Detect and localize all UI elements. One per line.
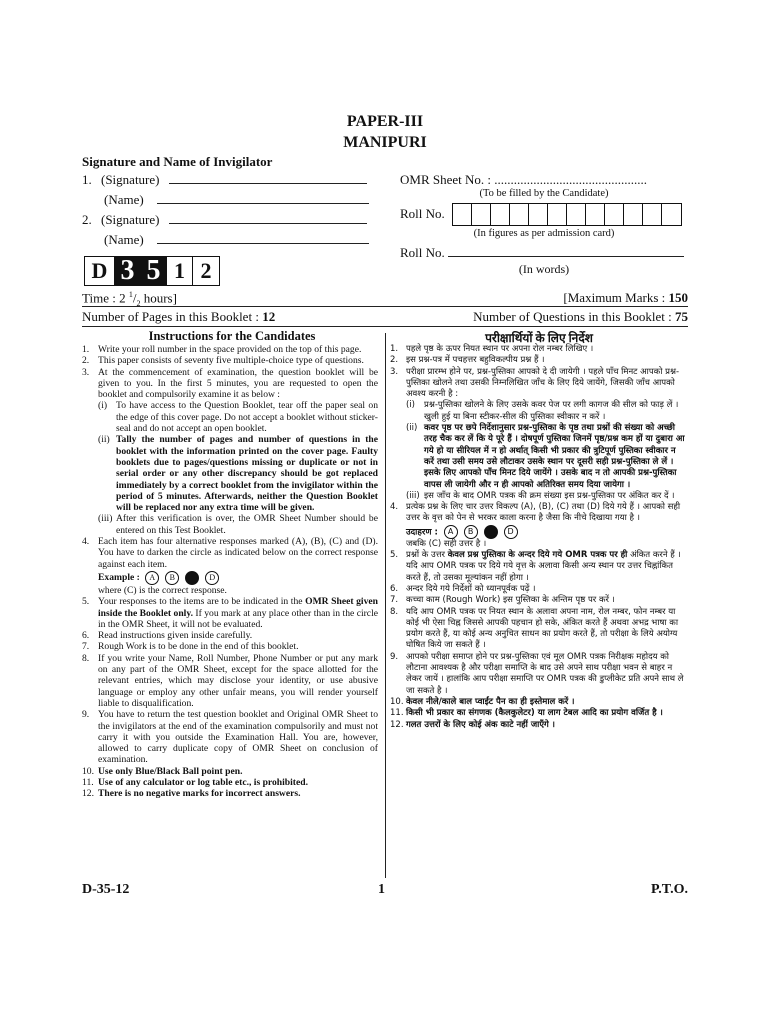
instruction-item: 12. There is no negative marks for incorrect answers. <box>82 788 301 800</box>
name-blank[interactable] <box>157 232 369 244</box>
instruction-item: 12. गलत उत्तरों के लिए कोई अंक काटे नहीं जाएँगे । <box>390 719 556 730</box>
english-instructions-heading: Instructions for the Candidates <box>148 329 316 343</box>
example-note: जबकि (C) सही उत्तर है । <box>406 538 487 549</box>
invigilator-2-signature <box>82 212 367 228</box>
option-circle: D <box>504 525 518 539</box>
response-example <box>406 525 688 539</box>
footer-code: D-35-12 <box>82 882 130 897</box>
roll-digit-box[interactable] <box>624 204 643 225</box>
questions-value: 75 <box>675 309 688 324</box>
row-number: 1. <box>82 172 92 187</box>
row-number: 2. <box>82 212 92 227</box>
roll-digit-box[interactable] <box>567 204 586 225</box>
instruction-item: 8. यदि आप OMR पत्रक पर नियत स्थान के अलावा अपना नाम, रोल नम्बर, फोन नम्बर या कोई भी ऐसा चिह्न जिससे आपकी पहचान हो सके, अंकित करते हैं अथवा अभद्र भाषा का प्रयोग करते हैं, या कोई अन्य अनुचित साधन का प्रयोग करते हैं, तो परीक्षा के लिये अयोग्य घोषित किये जा सकते हैं । <box>390 606 679 651</box>
instruction-subitem: (ii) Tally the number of pages and number of questions in the booklet with the information printed on the cover page. Faulty booklets due to pages/questions missing or duplicate or not in serial order or any other discrepancy should be got replaced immediately by a correct booklet from the invigilator within the period of 5 minutes. Afterwards, neither the Question Booklet will be replaced nor any extra time will be given. <box>98 434 378 514</box>
code-digit: 3 <box>115 257 141 285</box>
pages-label: Number of Pages in this Booklet : <box>82 309 263 324</box>
subject-title: MANIPURI <box>343 134 427 151</box>
paper-code-box <box>84 256 220 286</box>
roll-digit-box[interactable] <box>529 204 548 225</box>
option-circle-filled <box>484 525 498 539</box>
roll-digit-box[interactable] <box>472 204 491 225</box>
signature-blank[interactable] <box>169 172 367 184</box>
instruction-item: 8. If you write your Name, Roll Number, Phone Number or put any mark on any part of the OMR Sheet, except for the space allotted for the relevant entries, which may disclose your identity, or use abusive language or employ any other unfair means, you will render yourself liable to disqualification. <box>82 652 378 709</box>
example-label: Example : <box>98 572 140 584</box>
instruction-subitem: (ii) कवर पृष्ठ पर छपे निर्देशानुसार प्रश्न-पुस्तिका के पृष्ठ तथा प्रश्नों की संख्या को अच्छी तरह चैक कर लें कि ये पूरे हैं । दोषपूर्ण पुस्तिका जिनमें पृष्ठ/प्रश्न कम हों या दुबारा आ गये हो या सीरियल में न हो अर्थात् किसी भी प्रकार की त्रुटिपूर्ण पुस्तिका स्वीकार न करें तथा उसी समय उसे लौटाकर उसके स्थान पर दूसरी सही प्रश्न-पुस्तिका ले लें । इसके लिए आपको पाँच मिनट दिये जायेंगे । उसके बाद न तो आपकी प्रश्न-पुस्तिका वापस ली जायेगी और न ही आपको अतिरिक्त समय दिया जायेगा । <box>406 423 685 490</box>
instruction-item: 3. At the commencement of examination, the question booklet will be given to you. In the first 5 minutes, you are requested to open the booklet and compulsorily examine it as below : (i) To have access to the Question Booklet, tear off the paper seal on the edge of this cover page. Do not accept a booklet without sticker-seal and do not accept an open booklet. (ii) Tally the number of pages and number of questions in the booklet with the information printed on the cover page. Faulty booklets due to pages/questions missing or duplicate or not in serial order or any other discrepancy should be got replaced immediately by a correct booklet from the invigilator within the period of 5 minutes. Afterwards, neither the Question Booklet will be replaced nor any extra time will be given. (iii) After this verification is over, the OMR Sheet Number should be entered on this Test Booklet. <box>82 366 378 536</box>
roll-words-blank[interactable] <box>448 245 684 257</box>
omr-note: (To be filled by the Candidate) <box>479 188 609 199</box>
roll-number-grid[interactable] <box>452 203 682 226</box>
instruction-item: 9. You have to return the test question booklet and Original OMR Sheet to the invigilators at the end of the examination compulsorily and must not carry it with you outside the Examination Hall. You are, however, allowed to carry duplicate copy of OMR Sheet on conclusion of examination. <box>82 709 378 766</box>
example-note: where (C) is the correct response. <box>98 584 227 596</box>
marks-label: [Maximum Marks : <box>563 290 669 305</box>
instruction-item: 10. Use only Blue/Black Ball point pen. <box>82 765 243 777</box>
name-label: (Name) <box>104 232 144 247</box>
option-circle: A <box>145 571 159 585</box>
omr-sheet-number[interactable]: OMR Sheet No. : ............................................... <box>400 172 647 187</box>
code-digit: 1 <box>167 257 193 285</box>
invigilator-1-name <box>104 192 369 208</box>
roll-number-label: Roll No. <box>400 206 445 221</box>
marks-value: 150 <box>668 290 688 305</box>
pages-value: 12 <box>262 309 276 324</box>
instruction-item: 11. Use of any calculator or log table etc., is prohibited. <box>82 776 308 788</box>
time-prefix: Time : 2 <box>82 290 126 306</box>
instruction-item: 6. Read instructions given inside carefully. <box>82 630 253 642</box>
instruction-item: 2. इस प्रश्न-पत्र में पचहत्तर बहुविकल्पीय प्रश्न हैं । <box>390 355 545 366</box>
divider <box>82 326 688 327</box>
questions-label: Number of Questions in this Booklet : <box>473 309 675 324</box>
paper-number: PAPER-III <box>346 113 424 130</box>
instruction-item: 5. प्रश्नों के उत्तर केवल प्रश्न पुस्तिका के अन्दर दिये गये OMR पत्रक पर ही अंकित करने हैं । यदि आप OMR पत्रक पर दिये गये वृत्त के अलावा किसी अन्य स्थान पर उत्तर चिह्नांकित करते हैं, तो उसका मूल्यांकन नहीं होगा । <box>390 550 681 583</box>
instruction-item: 1. Write your roll number in the space provided on the top of this page. <box>82 344 362 355</box>
option-circle: B <box>464 525 478 539</box>
invigilator-1-signature <box>82 172 367 188</box>
name-blank[interactable] <box>157 192 369 204</box>
instruction-subitem: (iii) इस जाँच के बाद OMR पत्रक की क्रम संख्या इस प्रश्न-पुस्तिका पर अंकित कर दें । <box>406 490 675 501</box>
code-digit: 5 <box>141 257 167 285</box>
response-example <box>98 571 378 585</box>
instruction-item: 5. Your responses to the items are to be indicated in the OMR Sheet given inside the Booklet only. If you mark at any place other than in the circle in the OMR Sheet, it will not be evaluated. <box>82 596 378 630</box>
instruction-item: 9. आपको परीक्षा समाप्त होने पर प्रश्न-पुस्तिका एवं मूल OMR पत्रक निरीक्षक महोदय को लौटाना आवश्यक है और परीक्षा समाप्ति के बाद उसे अपने साथ परीक्षा भवन से बाहर न लेकर जायें । हालांकि आप परीक्षा समाप्ति पर OMR पत्रक की डुप्लीकेट प्रति अपने साथ ले जा सकते है । <box>390 651 684 696</box>
instruction-subitem: (iii) After this verification is over, the OMR Sheet Number should be entered on this Test Booklet. <box>98 513 378 536</box>
code-letter: D <box>85 257 115 285</box>
invigilator-heading: Signature and Name of Invigilator <box>82 154 273 169</box>
hindi-instructions <box>390 344 688 731</box>
roll-digit-box[interactable] <box>548 204 567 225</box>
page-number: 1 <box>378 882 385 897</box>
instruction-item: 7. कच्चा काम (Rough Work) इस पुस्तिका के अन्तिम पृष्ठ पर करें । <box>390 595 615 606</box>
instruction-subitem: (i) प्रश्न-पुस्तिका खोलने के लिए उसके कवर पेज पर लगी कागज की सील को फाड़ लें । खुली हुई या बिना स्टीकर-सील की पुस्तिका स्वीकार न करें । <box>406 400 679 422</box>
divider <box>82 306 688 307</box>
invigilator-2-name <box>104 232 369 248</box>
time-suffix: hours] <box>143 290 177 306</box>
name-label: (Name) <box>104 192 144 207</box>
instruction-item: 4. प्रत्येक प्रश्न के लिए चार उत्तर विकल्प (A), (B), (C) तथा (D) दिये गये हैं । आपको सही उत्तर के वृत्त को पेन से भरकर काला करना है जैसा कि नीचे दिखाया गया है । उदाहरण : A B D जबकि (C) सही उत्तर है । <box>390 502 688 550</box>
signature-blank[interactable] <box>169 212 367 224</box>
roll-digit-box[interactable] <box>491 204 510 225</box>
instruction-item: 1. पहले पृष्ठ के ऊपर नियत स्थान पर अपना रोल नम्बर लिखिए । <box>390 344 594 354</box>
time-fraction-numerator: 1 <box>128 290 133 299</box>
instruction-item: 7. Rough Work is to be done in the end of this booklet. <box>82 641 299 653</box>
instruction-item: 10. केवल नीले/काले बाल प्वाईंट पैन का ही इस्तेमाल करें । <box>390 696 575 707</box>
instruction-item: 4. Each item has four alternative responses marked (A), (B), (C) and (D). You have to darken the circle as indicated below on the correct response against each item. Example : A B D where (C) is the correct response. <box>82 536 378 596</box>
code-digit: 2 <box>200 258 212 283</box>
pages-count <box>82 309 275 325</box>
option-circle: D <box>205 571 219 585</box>
time-allowed: Time : 2 $^1/_2$ hours] <box>82 290 177 308</box>
hindi-instructions-heading: परीक्षार्थियों के लिए निर्देश <box>485 331 593 345</box>
roll-digit-box[interactable] <box>510 204 529 225</box>
option-circle: A <box>444 525 458 539</box>
time-fraction-denominator: 2 <box>136 298 141 308</box>
instruction-item: 2. This paper consists of seventy five multiple-choice type of questions. <box>82 355 364 367</box>
column-divider <box>385 333 386 878</box>
option-circle-filled <box>185 571 199 585</box>
instruction-item: 3. परीक्षा प्रारम्भ होने पर, प्रश्न-पुस्तिका आपको दे दी जायेगी । पहले पाँच मिनट आपको प्रश्न-पुस्तिका खोलने तथा उसकी निम्नलिखित जाँच के लिए दिये जायेंगे, जिसकी जाँच आपको अवश्य करनी है : (i) प्रश्न-पुस्तिका खोलने के लिए उसके कवर पेज पर लगी कागज की सील को फाड़ लें । खुली हुई या बिना स्टीकर-सील की पुस्तिका स्वीकार न करें । (ii) कवर पृष्ठ पर छपे निर्देशानुसार प्रश्न-पुस्तिका के पृष्ठ तथा प्रश्नों की संख्या को अच्छी तरह चैक कर लें कि ये पूरे हैं । दोषपूर्ण पुस्तिका जिनमें पृष्ठ/प्रश्न कम हों या दुबारा आ गये हो या सीरियल में न हो अर्थात् किसी भी प्रकार की त्रुटिपूर्ण पुस्तिका स्वीकार न करें तथा उसी समय उसे लौटाकर उसके स्थान पर दूसरी सही प्रश्न-पुस्तिका ले लें । इसके लिए आपको पाँच मिनट दिये जायेंगे । उसके बाद न तो आपकी प्रश्न-पुस्तिका वापस ली जायेगी और न ही आपको अतिरिक्त समय दिया जायेगा । (iii) इस जाँच के बाद OMR पत्रक की क्रम संख्या इस प्रश्न-पुस्तिका पर अंकित कर दें । <box>390 367 688 503</box>
maximum-marks <box>563 290 688 306</box>
please-turn-over: P.T.O. <box>651 882 688 897</box>
roll-digit-box[interactable] <box>453 204 472 225</box>
questions-count <box>473 309 688 325</box>
english-instructions <box>82 344 378 800</box>
example-label: उदाहरण : <box>406 527 438 538</box>
instruction-item: 6. अन्दर दिये गये निर्देशों को ध्यानपूर्वक पढ़ें । <box>390 583 536 594</box>
roll-digit-box[interactable] <box>605 204 624 225</box>
signature-label: (Signature) <box>101 172 160 187</box>
roll-digit-box[interactable] <box>662 204 681 225</box>
roll-figures-note: (In figures as per admission card) <box>473 228 615 239</box>
roll-digit-box[interactable] <box>643 204 662 225</box>
signature-label: (Signature) <box>101 212 160 227</box>
instruction-item: 11. किसी भी प्रकार का संगणक (कैलकुलेटर) या लाग टेबल आदि का प्रयोग वर्जित है । <box>390 708 663 719</box>
roll-digit-box[interactable] <box>586 204 605 225</box>
roll-words-note: (In words) <box>518 262 570 276</box>
roll-words-label: Roll No. <box>400 245 445 260</box>
instruction-subitem: (i) To have access to the Question Booklet, tear off the paper seal on the edge of this cover page. Do not accept a booklet without sticker-seal and do not accept an open booklet. <box>98 400 378 435</box>
option-circle: B <box>165 571 179 585</box>
roll-number-words <box>400 245 684 261</box>
